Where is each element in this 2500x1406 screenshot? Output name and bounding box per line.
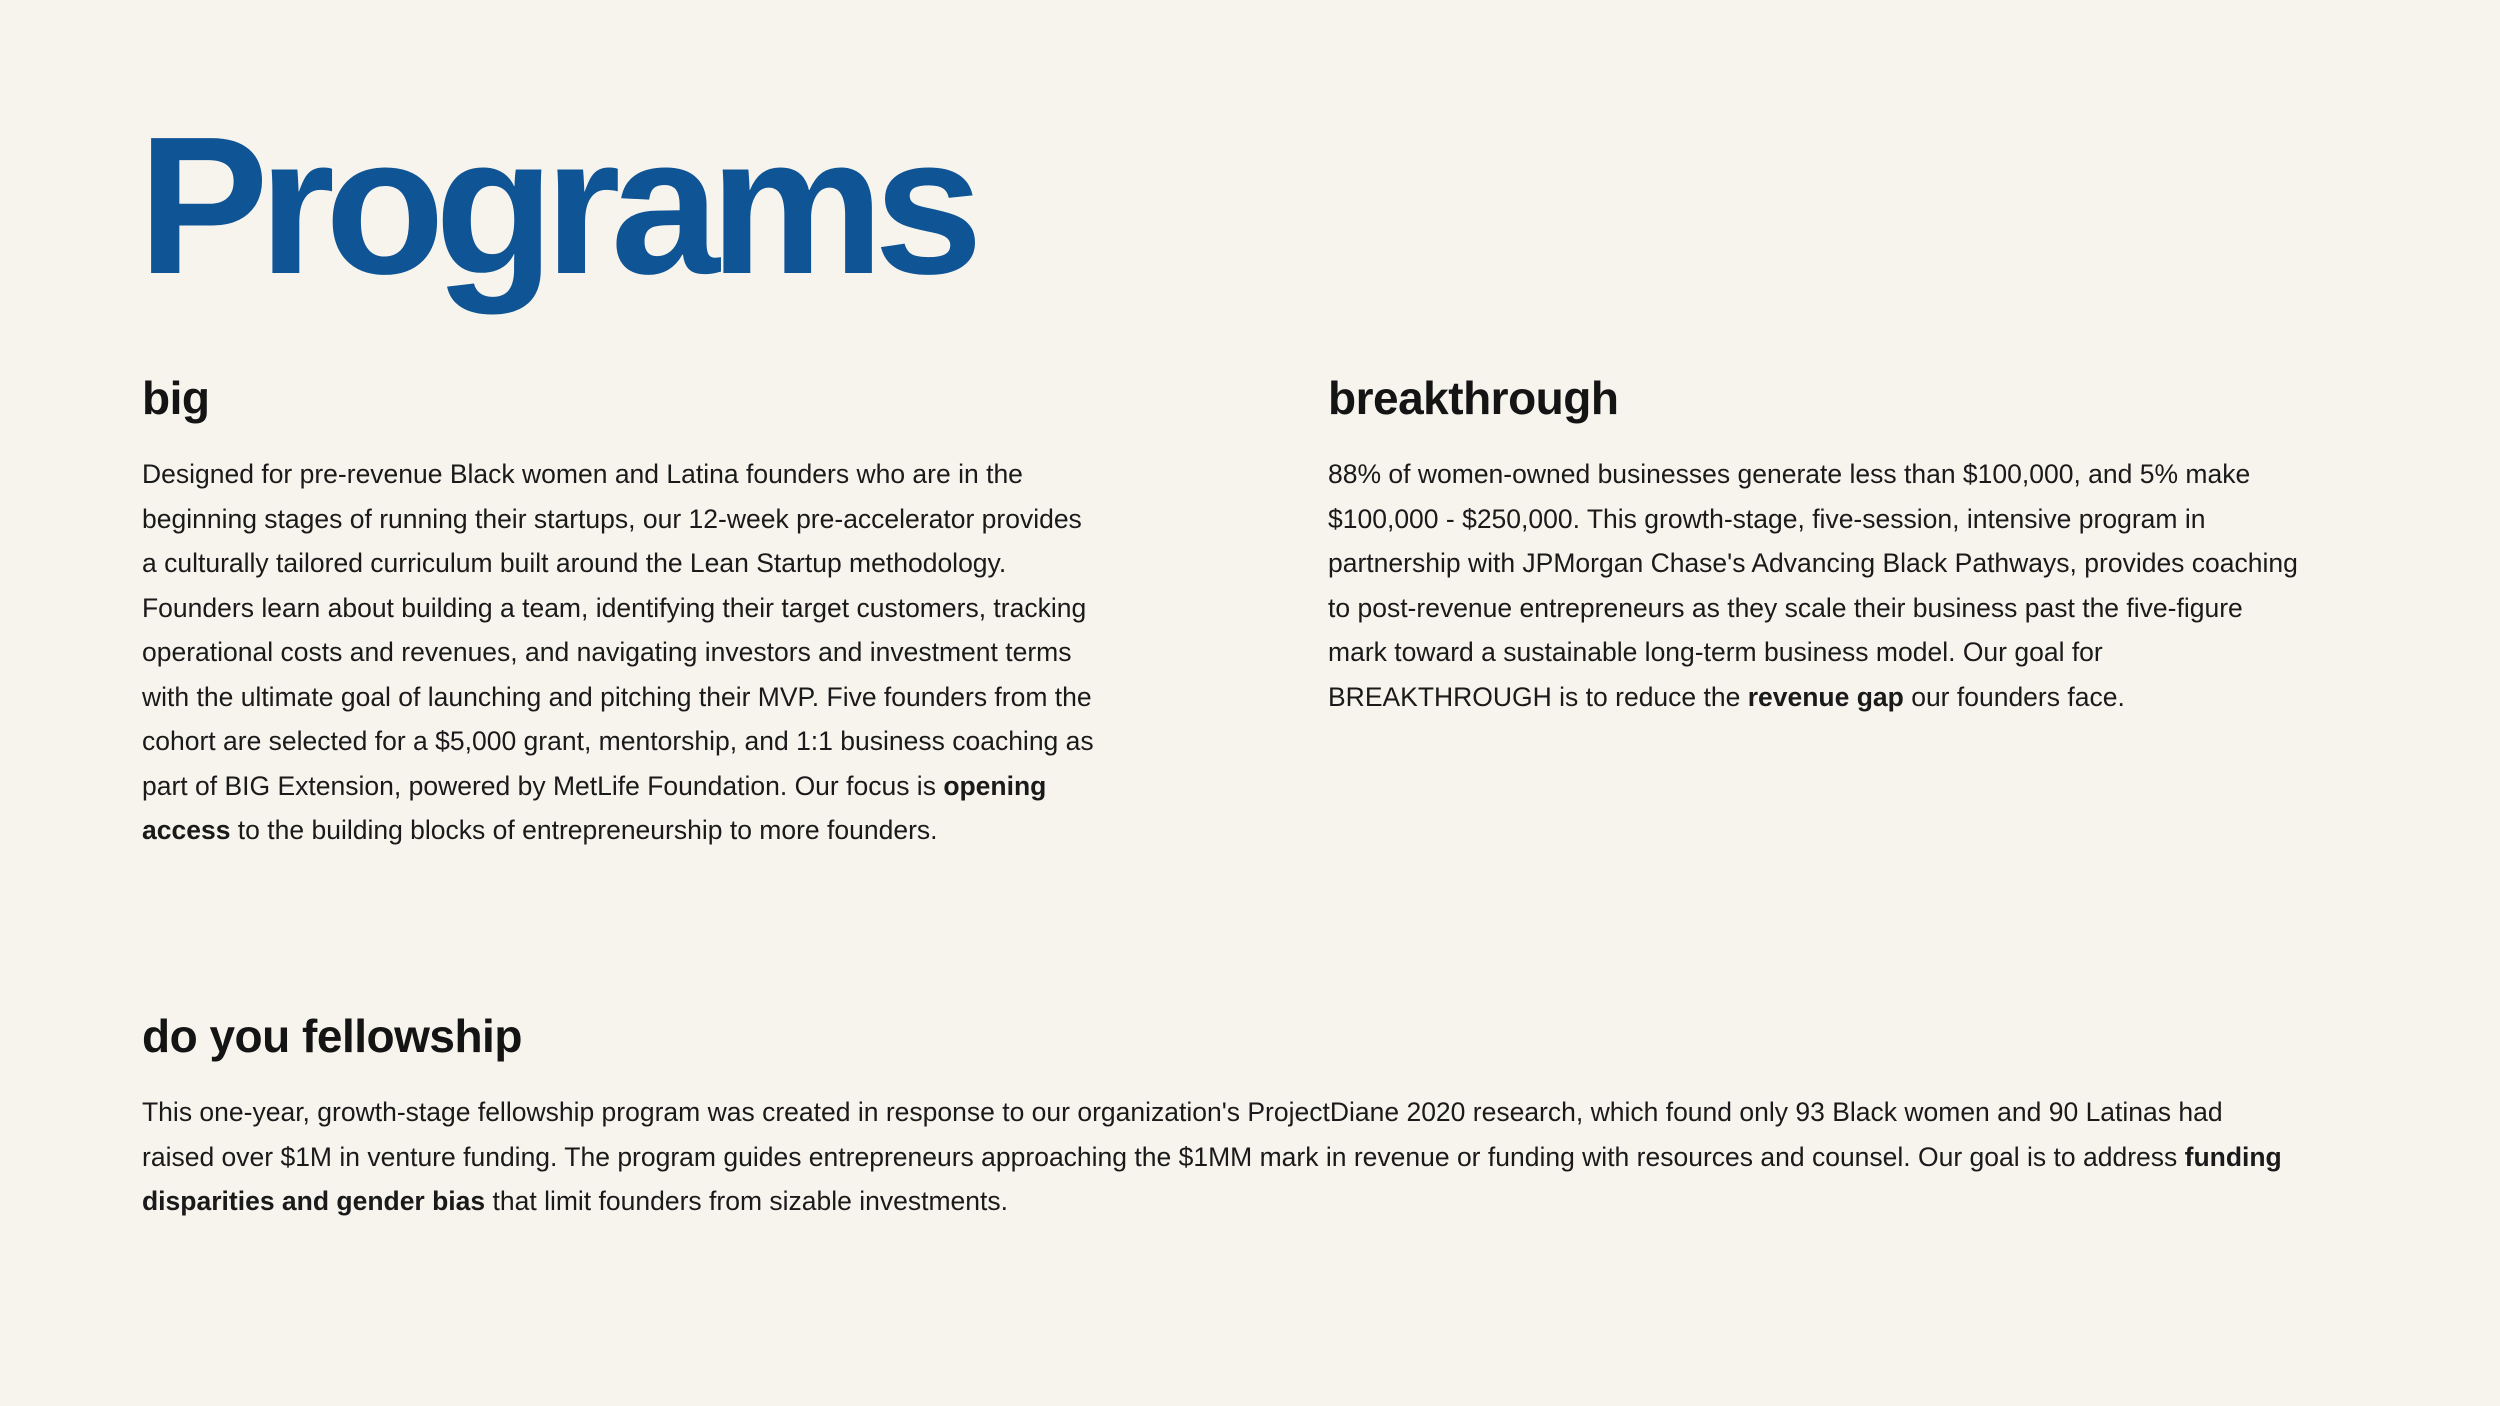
program-big-text-start: Designed for pre-revenue Black women and Latina founders who are in the beginning stages of running their startups, our 12-week pre-accelerator provides a culturally tailored curriculum built around the Lean Startup methodology. Founders learn about building a team, identifying their target customers, tracking operational costs and revenues, and navigating investors and investment terms with the ultimate goal of launching and pitching their MVP. Five founders from the cohort are selected for a $5,000 grant, mentorship, and 1:1 business coaching as part of BIG Extension, powered by MetLife Foundation. Our focus is [142, 459, 1094, 801]
program-breakthrough-description [1328, 452, 2308, 719]
program-fellowship-text-end: that limit founders from sizable investments. [485, 1186, 1008, 1216]
program-fellowship-emphasis: funding disparities and gender bias [142, 1141, 2282, 1216]
program-big-text-end: to the building blocks of entrepreneurship to more founders. [230, 815, 938, 845]
program-breakthrough [1328, 370, 2308, 719]
program-fellowship-description [142, 1090, 2302, 1224]
program-big-emphasis: opening access [142, 770, 1047, 845]
program-fellowship [142, 1008, 2302, 1224]
program-fellowship-text-start: This one-year, growth-stage fellowship program was created in response to our organization's ProjectDiane 2020 research, which found only 93 Black women and 90 Latinas had raised over $1M in venture funding. The program guides entrepreneurs approaching the $1MM mark in revenue or funding with resources and counsel. Our goal is to address [142, 1097, 2223, 1172]
program-big-heading: big [142, 372, 210, 424]
program-big-description [142, 452, 1102, 853]
program-breakthrough-text-start: 88% of women-owned businesses generate less than $100,000, and 5% make $100,000 - $250,000. This growth-stage, five-session, intensive program in partnership with JPMorgan Chase's Advancing Black Pathways, provides coaching to post-revenue entrepreneurs as they scale their business past the five-figure mark toward a sustainable long-term business model. Our goal for BREAKTHROUGH is to reduce the [1328, 459, 2298, 712]
page-title: Programs [138, 96, 974, 315]
program-breakthrough-text-end: our founders face. [1903, 681, 2125, 712]
program-breakthrough-emphasis: revenue gap [1747, 681, 1904, 712]
program-breakthrough-heading: breakthrough [1328, 372, 1619, 424]
program-fellowship-heading: do you fellowship [142, 1010, 522, 1062]
program-big [142, 370, 1102, 853]
